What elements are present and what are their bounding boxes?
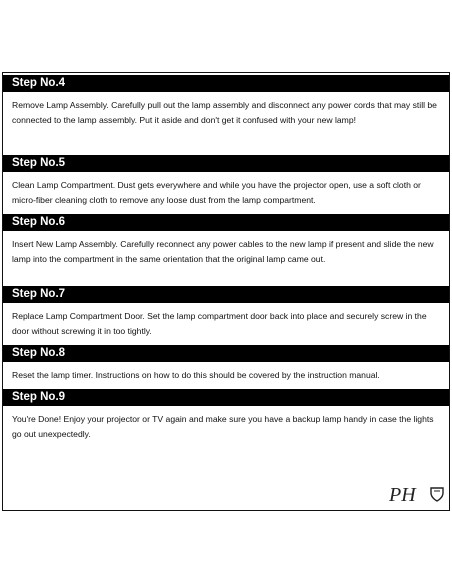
step-6-header: Step No.6 [3,214,449,231]
step-4-header: Step No.4 [3,75,449,92]
shield-logo-icon [389,484,445,504]
step-4-body: Remove Lamp Assembly. Carefully pull out the lamp assembly and disconnect any power cords that may still be connected to the lamp assembly. Put it aside and don't get it confused with your new lamp! [12,100,437,125]
step-8-section [3,345,449,389]
step-9-body: You're Done! Enjoy your projector or TV again and make sure you have a backup lamp handy in case the lights go out unexpectedly. [12,414,434,439]
step-5-body: Clean Lamp Compartment. Dust gets everywhere and while you have the projector open, use a soft cloth or micro-fiber cleaning cloth to remove any loose dust from the lamp compartment. [12,180,421,205]
logo-text: PH [389,484,416,504]
step-7-body: Replace Lamp Compartment Door. Set the lamp compartment door back into place and securely screw in the door without screwing it in too tightly. [12,311,427,336]
brand-logo [389,484,445,504]
step-5-header: Step No.5 [3,155,449,172]
instruction-document [2,72,450,511]
step-4-section [3,75,449,155]
step-6-body: Insert New Lamp Assembly. Carefully reconnect any power cables to the new lamp if present and slide the new lamp into the compartment in the same orientation that the original lamp came out. [12,239,434,264]
step-8-body: Reset the lamp timer. Instructions on how to do this should be covered by the instruction manual. [12,370,380,380]
step-5-section [3,155,449,214]
step-9-header: Step No.9 [3,389,449,406]
step-7-section [3,286,449,345]
step-7-header: Step No.7 [3,286,449,303]
step-9-section [3,389,449,446]
step-8-header: Step No.8 [3,345,449,362]
step-6-section [3,214,449,286]
